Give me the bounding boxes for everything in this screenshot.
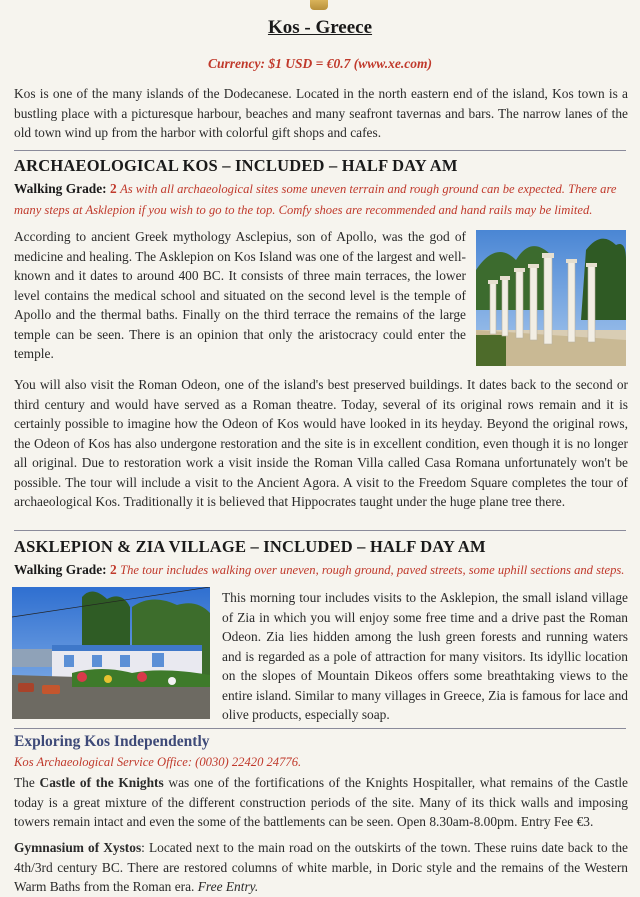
section-divider <box>14 150 626 151</box>
top-tab-ornament <box>310 0 328 10</box>
gymnasium-paragraph <box>14 838 628 897</box>
castle-name: Castle of the Knights <box>39 775 164 790</box>
section2-paragraph1: This morning tour includes visits to the Asklepion, the small island village of Zia in which you will enjoy some free time and a drive past the Roman Odeon. Zia lies hidden among the lush green forests and running waters and is regarded as a pole of attraction for many visitors. Its idyllic location on the slopes of Mountain Dikeos offers some breathtaking views to the entire island. Similar to many villages in Greece, Zia is famous for lace and olive products, especially soap. <box>222 590 628 722</box>
castle-paragraph <box>14 773 628 832</box>
grade-value: 2 <box>110 181 117 196</box>
intro-paragraph: Kos is one of the many islands of the Dodecanese. Located in the north eastern end of the island, Kos town is a bustling place with a picturesque harbour, beaches and many seafront tavernas and bars. The narrow lanes of the old town wind up from the harbor with colorful gift shops and cafes. <box>14 86 628 140</box>
gymnasium-text: : Located next to the main road on the outskirts of the town. These ruins date back to the 4th/3rd century BC. There are restored columns of white marble, in Doric style and the remains of the Western Warm Baths from the Roman era. <box>14 840 628 894</box>
section1-heading: ARCHAEOLOGICAL KOS – INCLUDED – HALF DAY AM <box>14 156 458 175</box>
independent-heading: Exploring Kos Independently <box>14 733 210 750</box>
castle-text: was one of the fortifications of the Knights Hospitaller, what remains of the Castle today is a great mixture of the different construction periods of the site. Many of its thick walls and imposing towers remain intact and even the some of the battlements can be seen. Open 8.30am-8.00pm. Entry Fee €3. <box>14 775 628 829</box>
section-divider <box>14 530 626 531</box>
gymnasium-name: Gymnasium of Xystos <box>14 840 142 855</box>
section1-paragraph1: According to ancient Greek mythology Asclepius, son of Apollo, was the god of medicine and healing. The Asklepion on Kos Island was one of the largest and well-known and it dates to around 400 BC. It consists of three main terraces, the lower level contains the medical school and situated on the second level is the temple of Apollo and the thermal baths. Finally on the third terrace the remains of the large temple can be seen. There is an opinion that only the aristocracy could enter the temple. <box>14 229 466 361</box>
section2-heading: ASKLEPION & ZIA VILLAGE – INCLUDED – HALF DAY AM <box>14 537 486 556</box>
grade-note: As with all archaeological sites some uneven terrain and rough ground can be expected. There are many steps at Asklepion if you wish to go to the top. Comfy shoes are recommended and hand rails may be limited. <box>14 182 617 217</box>
grade-label: Walking Grade: <box>14 562 107 577</box>
grade-value: 2 <box>110 562 117 577</box>
section1-walking-grade <box>14 179 628 220</box>
asklepion-columns-photo <box>476 230 626 366</box>
grade-note: The tour includes walking over uneven, rough ground, paved streets, some uphill sections and steps. <box>120 563 625 577</box>
archaeological-office-note: Kos Archaeological Service Office: (0030) 22420 24776. <box>14 755 302 769</box>
section1-paragraph2: You will also visit the Roman Odeon, one of the island's best preserved buildings. It dates back to the second or third century and would have served as a Roman theatre. Today, several of its original rows remain and it is certainly possible to imagine how the Odeon of Kos would have looked in its heyday. Beyond the original rows, the Odeon of Kos has also undergone restoration and the site is in excellent condition, even though it is no longer all original. Due to restoration work a visit inside the Roman Villa called Casa Romana unfortunately won't be possible. The tour will include a visit to the Ancient Agora. A visit to the Freedom Square completes the tour of archaeological Kos. Traditionally it is believed that Hippocrates taught under the huge plane tree there. <box>14 377 628 509</box>
section2-walking-grade <box>14 560 628 581</box>
page-title: Kos - Greece <box>267 17 373 38</box>
gymnasium-entry: Free Entry. <box>197 879 259 894</box>
castle-prefix: The <box>14 775 40 790</box>
currency-note: Currency: $1 USD = €0.7 (www.xe.com) <box>208 56 432 71</box>
grade-label: Walking Grade: <box>14 181 107 196</box>
section-divider <box>14 728 626 729</box>
zia-village-photo <box>12 587 210 719</box>
